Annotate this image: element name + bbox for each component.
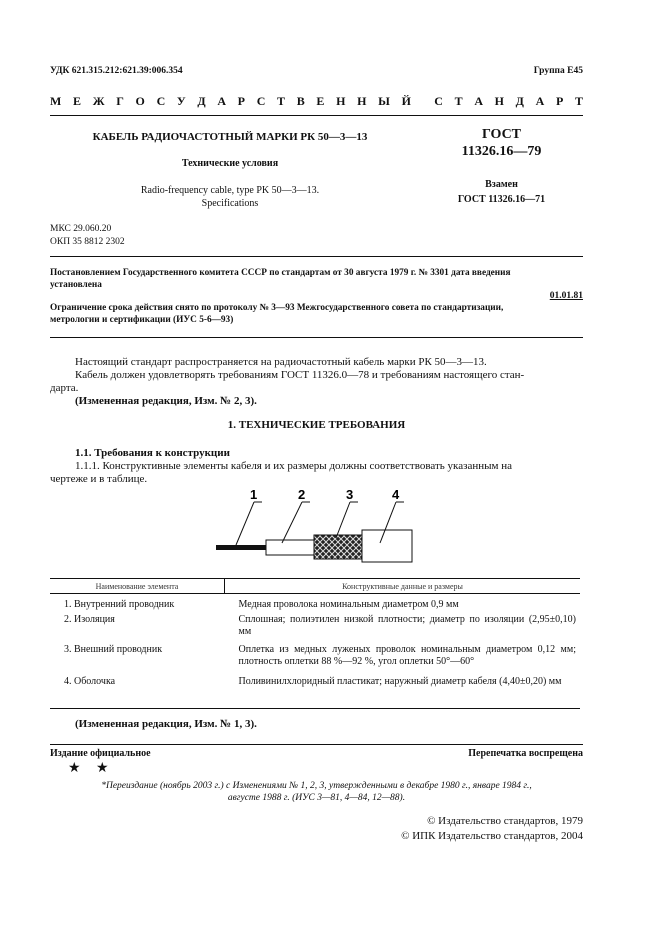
- intro-paragraph-1: Настоящий стандарт распространяется на радиочастотный кабель марки РК 50—3—13.: [75, 356, 487, 368]
- spaced-title-letter: С: [256, 94, 266, 108]
- introduction-date: 01.01.81: [549, 291, 583, 301]
- drawing-label-2: 2: [298, 488, 306, 502]
- document-subtitle: Технические условия: [181, 158, 279, 169]
- copyright-2004: © ИПК Издательство стандартов, 2004: [401, 830, 583, 842]
- table-cell-name: 2. Изоляция: [64, 614, 115, 625]
- intro-paragraph-2b: дарта.: [50, 382, 79, 394]
- braid-shape: [314, 535, 364, 559]
- table-cell-data: Сплошная; полиэтилен низкой плотности; диаметр по изоляции (2,95±0,10) мм: [238, 614, 576, 637]
- spaced-title-letter: Н: [494, 94, 504, 108]
- decree-line2: установлена: [50, 280, 102, 290]
- table-header-data: Конструктивные данные и размеры: [225, 579, 581, 594]
- spaced-title-letter: С: [434, 94, 443, 108]
- spaced-title-letter: Г: [116, 94, 124, 108]
- cable-drawing: [200, 488, 440, 568]
- footer-rule: [50, 744, 583, 745]
- spaced-title-letter: Й: [401, 94, 411, 108]
- replaces-standard: ГОСТ 11326.16—71: [457, 194, 546, 205]
- table-cell-data: Медная проволока номинальным диаметром 0,9 мм: [238, 599, 459, 610]
- udk-code: УДК 621.315.212:621.39:006.354: [50, 66, 183, 76]
- table-cell-data: Оплетка из медных луженых проволок номинальным диаметром 0,12 мм; плотность оплетки 88 %—92 %, угол оплетки 50°—60°: [238, 644, 576, 667]
- header-rule: [50, 115, 583, 116]
- reprint-prohibited: Перепечатка воспрещена: [468, 748, 583, 759]
- table-row: [50, 676, 580, 709]
- sheath-shape: [362, 530, 412, 562]
- spaced-title-letter: Р: [555, 94, 564, 108]
- construction-table: [50, 578, 580, 709]
- english-title-line1: Radio-frequency cable, type PK 50—3—13.: [140, 185, 320, 196]
- gost-label: ГОСТ: [481, 127, 522, 142]
- mks-code: МКС 29.060.20: [50, 224, 112, 234]
- table-row: [50, 594, 580, 615]
- spaced-title-letter: У: [176, 94, 186, 108]
- spaced-title-letter: Е: [73, 94, 82, 108]
- intro-paragraph-2a: Кабель должен удовлетворять требованиям ГОСТ 11326.0—78 и требованиям настоящего стан-: [75, 369, 525, 381]
- intro-edit-note: (Измененная редакция, Изм. № 2, 3).: [75, 395, 257, 407]
- limit-line2: метрологии и сертификации (ИУС 5-6—93): [50, 315, 234, 325]
- inner-conductor-shape: [216, 545, 268, 550]
- subsection-heading: 1.1. Требования к конструкции: [75, 447, 230, 459]
- spaced-title-letter: Ж: [92, 94, 105, 108]
- gost-number: 11326.16—79: [461, 144, 542, 159]
- decree-line1: Постановлением Государственного комитета СССР по стандартам от 30 августа 1979 г. № 3301 дата введения: [50, 268, 511, 278]
- document-title: КАБЕЛЬ РАДИОЧАСТОТНЫЙ МАРКИ РК 50—3—13: [92, 131, 368, 143]
- replaces-label: Взамен: [485, 179, 518, 190]
- section-heading: 1. ТЕХНИЧЕСКИЕ ТРЕБОВАНИЯ: [227, 419, 406, 431]
- leader-line-1: [236, 502, 254, 545]
- copyright-1979: © Издательство стандартов, 1979: [427, 815, 583, 827]
- english-title-line2: Specifications: [201, 198, 259, 209]
- spaced-title-letter: Д: [197, 94, 206, 108]
- title-rule: [50, 256, 583, 257]
- spaced-title-letter: Р: [237, 94, 246, 108]
- table-header-element: Наименование элемента: [50, 579, 225, 594]
- table-cell-data: Поливинилхлоридный пластикат; наружный диаметр кабеля (4,40±0,20) мм: [225, 676, 581, 709]
- table-cell-name: 4. Оболочка: [50, 676, 225, 709]
- spaced-title-letter: Е: [316, 94, 325, 108]
- reissue-note-line1: *Переиздание (ноябрь 2003 г.) с Изменениями № 1, 2, 3, утвержденными в декабре 1980 г., январе 1984 г.,: [101, 781, 532, 791]
- drawing-label-1: 1: [250, 488, 258, 502]
- section-paragraph-b: чертеже и в таблице.: [50, 473, 148, 485]
- spaced-title-letter: Н: [357, 94, 367, 108]
- decree-rule: [50, 337, 583, 338]
- spaced-title-letter: А: [474, 94, 483, 108]
- spaced-title-letter: А: [217, 94, 226, 108]
- official-edition: Издание официальное: [50, 748, 151, 759]
- spaced-title-letter: Т: [574, 94, 583, 108]
- table-header-row: [50, 579, 580, 594]
- stars-mark: ★ ★: [68, 761, 115, 776]
- spaced-title-letter: Ы: [378, 94, 390, 108]
- table-edit-note: (Измененная редакция, Изм. № 1, 3).: [75, 718, 257, 730]
- leader-line-3: [336, 502, 350, 538]
- insulation-shape: [266, 540, 316, 555]
- limit-line1: Ограничение срока действия снято по протоколу № 3—93 Межгосударственного совета по стандартизации,: [50, 303, 504, 313]
- section-paragraph-a: 1.1.1. Конструктивные элементы кабеля и их размеры должны соответствовать указанным на: [75, 460, 512, 472]
- reissue-note-line2: августе 1988 г. (ИУС 3—81, 4—84, 12—88).: [227, 793, 406, 803]
- spaced-title-letter: Т: [277, 94, 286, 108]
- spaced-title-letter: Д: [515, 94, 524, 108]
- drawing-label-3: 3: [346, 488, 354, 502]
- spaced-title-letter: Н: [336, 94, 346, 108]
- spaced-title-letter: Т: [454, 94, 463, 108]
- group-code: Группа Е45: [533, 66, 583, 76]
- table-row: [50, 614, 580, 644]
- table-cell-name: 1. Внутренний проводник: [64, 599, 175, 610]
- leader-line-2: [282, 502, 302, 543]
- spaced-title-letter: В: [296, 94, 305, 108]
- spaced-title-letter: А: [535, 94, 545, 108]
- spaced-title: [50, 94, 583, 109]
- spaced-title-letter: С: [156, 94, 166, 108]
- drawing-label-4: 4: [392, 488, 400, 502]
- table-row: [50, 644, 580, 676]
- spaced-title-letter: М: [50, 94, 62, 108]
- spaced-title-letter: О: [135, 94, 145, 108]
- table-cell-name: 3. Внешний проводник: [64, 644, 163, 655]
- okp-code: ОКП 35 8812 2302: [50, 237, 125, 247]
